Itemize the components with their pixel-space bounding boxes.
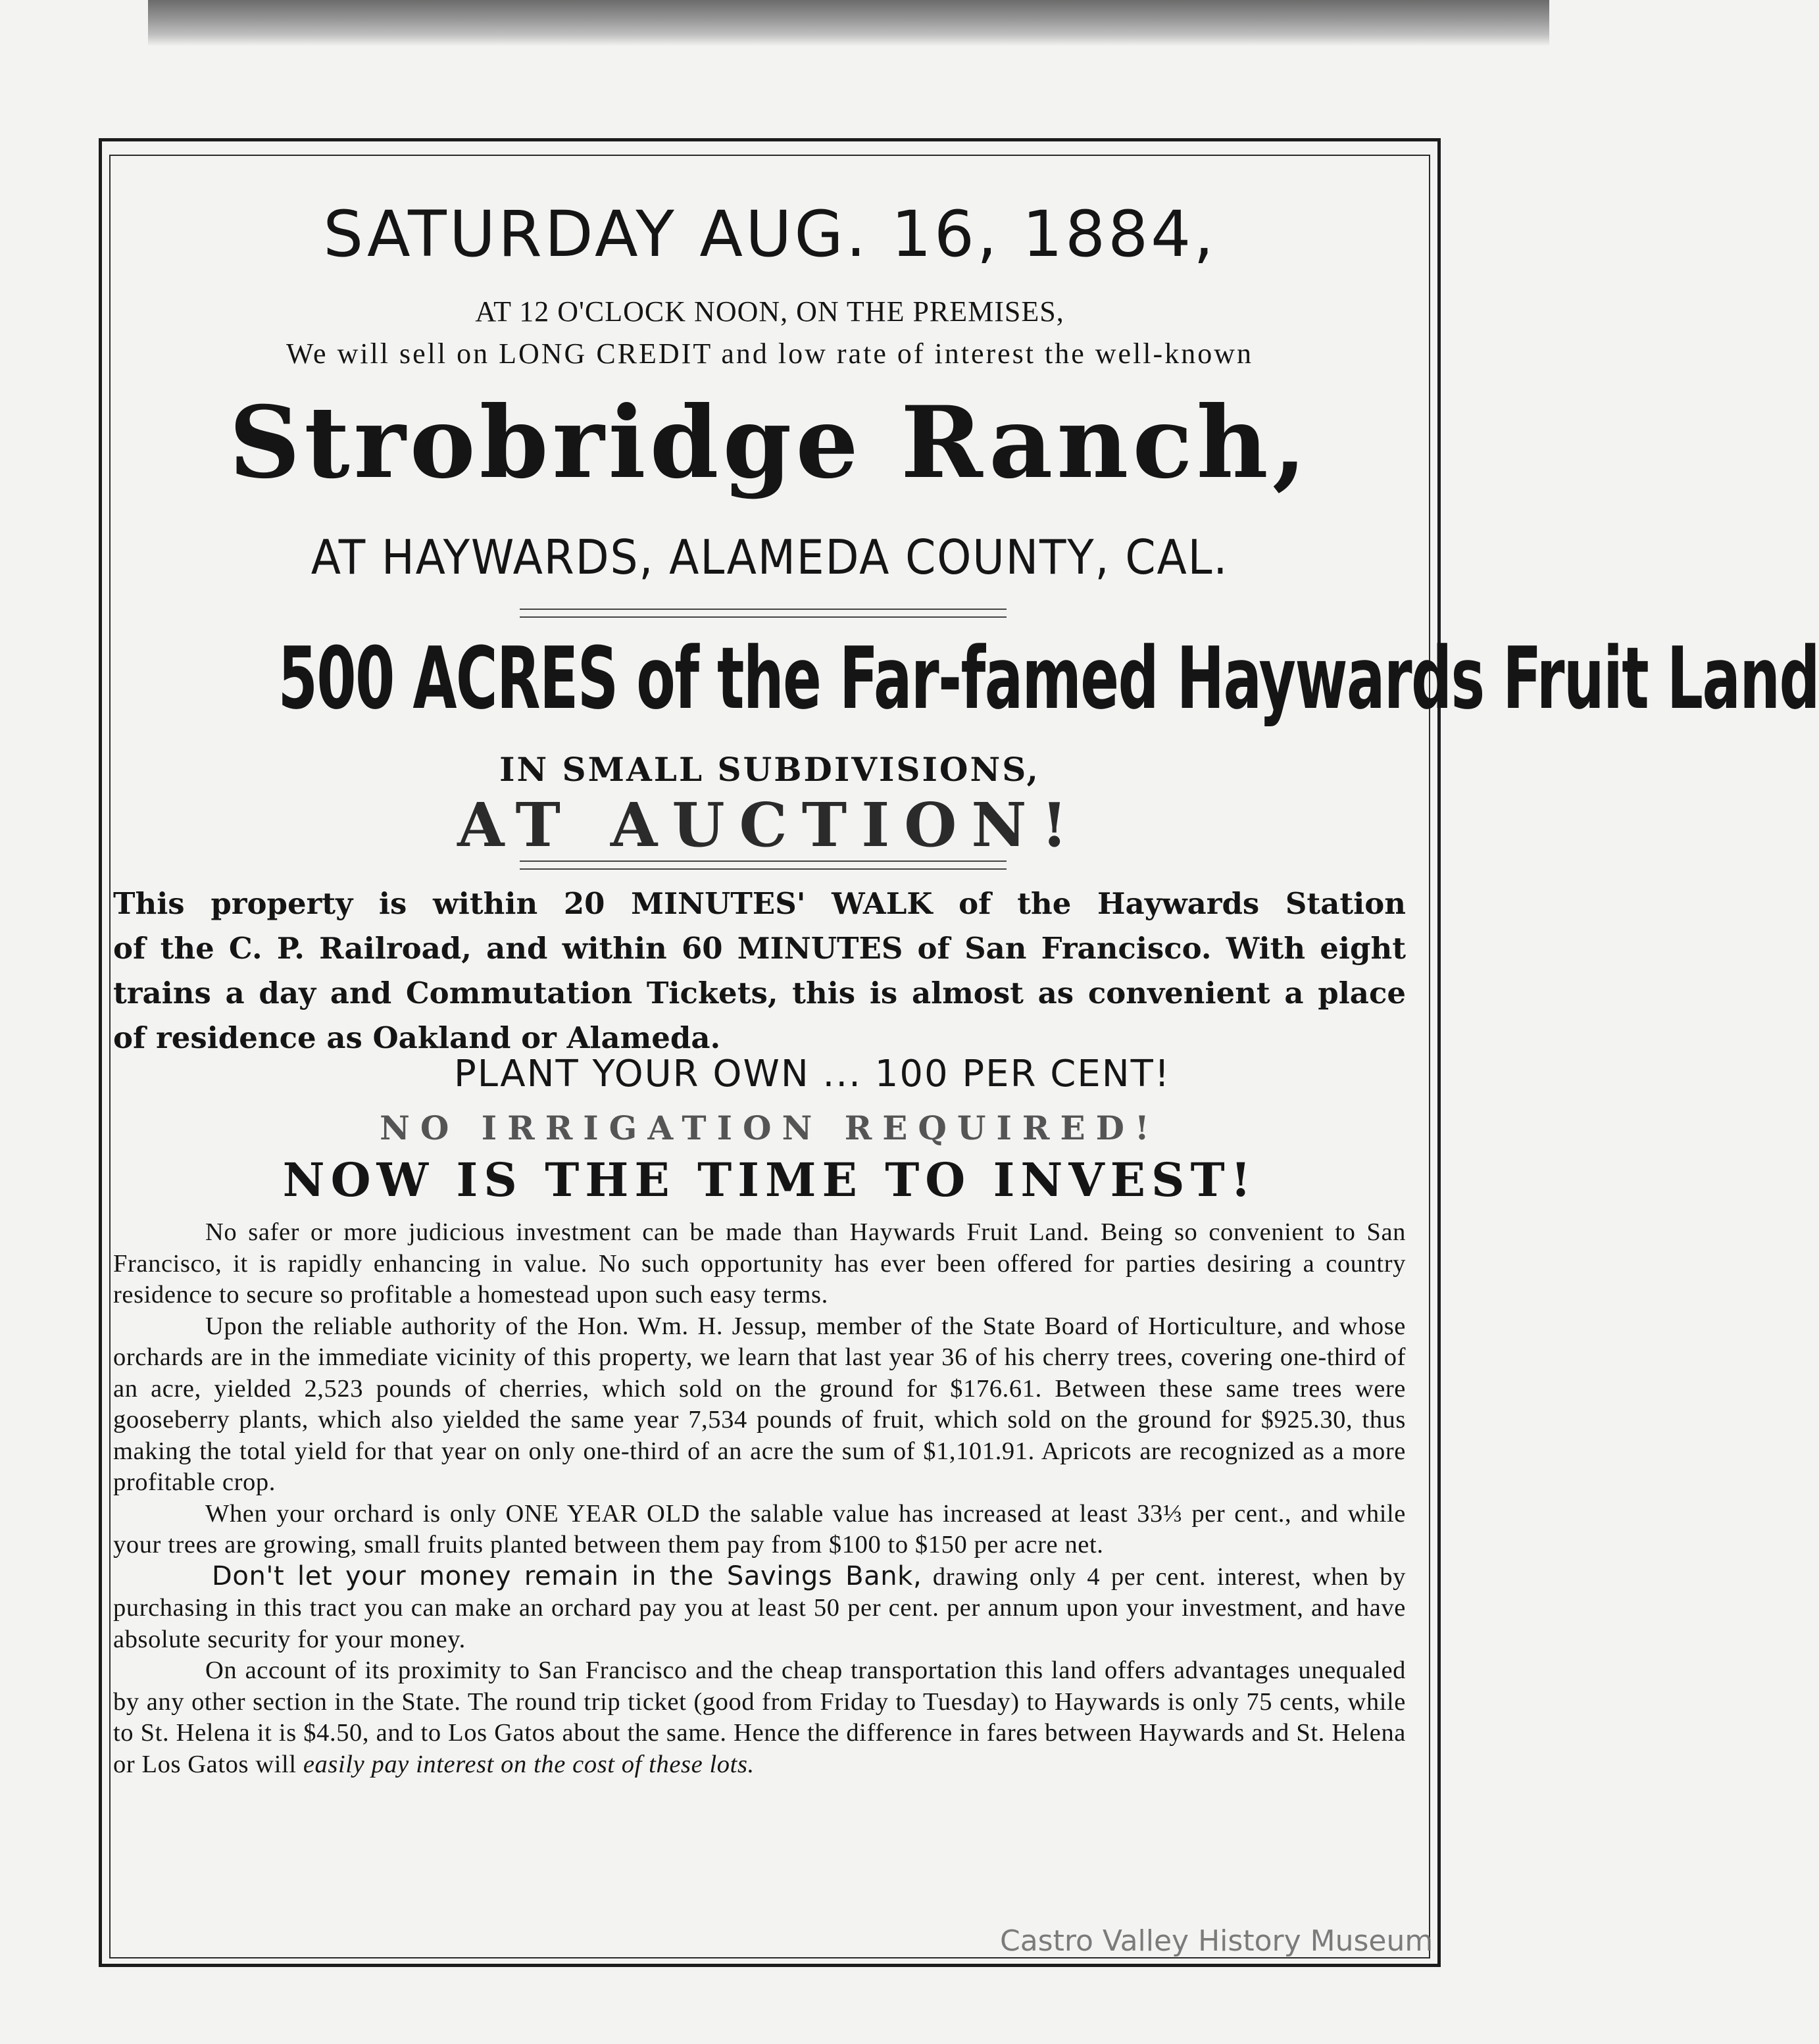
proximity-line: trains a day and Commutation Tickets, this is almost as convenient a place	[113, 976, 1406, 1010]
subdivisions-line: IN SMALL SUBDIVISIONS,	[499, 750, 1040, 789]
final-italic: easily pay interest on the cost of these lots.	[303, 1750, 755, 1778]
body-paragraph: When your orchard is only ONE YEAR OLD the salable value has increased at least 33⅓ per cent., and while your trees are growing, small fruits planted between them pay from $100 to $150 per acre net.	[113, 1499, 1406, 1558]
proximity-paragraph	[113, 882, 1406, 1060]
proximity-line: of residence as Oakland or Alameda.	[113, 1020, 721, 1055]
body-text	[113, 1217, 1406, 1780]
auction-headline: AT AUCTION!	[457, 789, 1082, 860]
auction-time: AT 12 O'CLOCK NOON, ON THE PREMISES,	[475, 295, 1064, 328]
ranch-location: AT HAYWARDS, ALAMEDA COUNTY, CAL.	[311, 530, 1229, 585]
final-paragraph	[113, 1655, 1406, 1780]
ornamental-rule	[520, 609, 1007, 618]
sale-terms: We will sell on LONG CREDIT and low rate of interest the well-known	[286, 337, 1253, 370]
photo-strip-top	[148, 0, 1549, 46]
proximity-line: This property is within 20 MINUTES' WALK of the Haywards Station	[113, 886, 1406, 921]
ranch-title: Strobridge Ranch,	[229, 385, 1310, 501]
acres-headline: 500 ACRES of the Far-famed Haywards Fruit Land	[278, 628, 1819, 728]
body-paragraph: No safer or more judicious investment can be made than Haywards Fruit Land. Being so convenient to San Francisco, it is rapidly enhancing in value. No such opportunity has ever been offered for parties desiring a country residence to secure so profitable a homestead upon such easy terms.	[113, 1218, 1406, 1309]
body-paragraph: Upon the reliable authority of the Hon. Wm. H. Jessup, member of the State Board of Horticulture, and whose orchards are in the immediate vicinity of this property, we learn that last year 36 of his cherry trees, covering one-third of an acre, yielded 2,523 pounds of cherries, which sold on the ground for $176.61. Between these same trees were gooseberry plants, which also yielded the same year 7,534 pounds of fruit, which sold on the ground for $925.30, thus making the total yield for that year on only one-third of an acre the sum of $1,101.91. Apricots are recognized as a more profitable crop.	[113, 1312, 1406, 1496]
invest-headline: NOW IS THE TIME TO INVEST!	[282, 1153, 1257, 1207]
proximity-line: of the C. P. Railroad, and within 60 MINUTES of San Francisco. With eight	[113, 931, 1406, 966]
savings-rest: drawing only 4 per cent. interest, when by purchasing in this tract you can make an orchard pay you at least 50 per cent. per annum upon your investment, and have absolute security for your money.	[113, 1562, 1406, 1653]
museum-watermark: Castro Valley History Museum	[1000, 1924, 1433, 1958]
auction-date: SATURDAY AUG. 16, 1884,	[323, 197, 1216, 271]
ornamental-rule	[520, 860, 1007, 870]
savings-paragraph	[113, 1561, 1406, 1656]
plant-your-own-line: PLANT YOUR OWN ... 100 PER CENT!	[454, 1053, 1171, 1095]
final-paragraph-text: On account of its proximity to San Francisco and the cheap transportation this land offers advantages unequaled by any other section in the State. The round trip ticket (good from Friday to Tuesday) to Haywards is only 75 cents, while to St. Helena it is $4.50, and to Los Gatos about the same. Hence the difference in fares between Haywards and St. Helena or Los Gatos will	[113, 1657, 1406, 1778]
savings-lead: Don't let your money remain in the Savings Bank,	[212, 1560, 922, 1591]
irrigation-line: NO IRRIGATION REQUIRED!	[380, 1109, 1160, 1147]
